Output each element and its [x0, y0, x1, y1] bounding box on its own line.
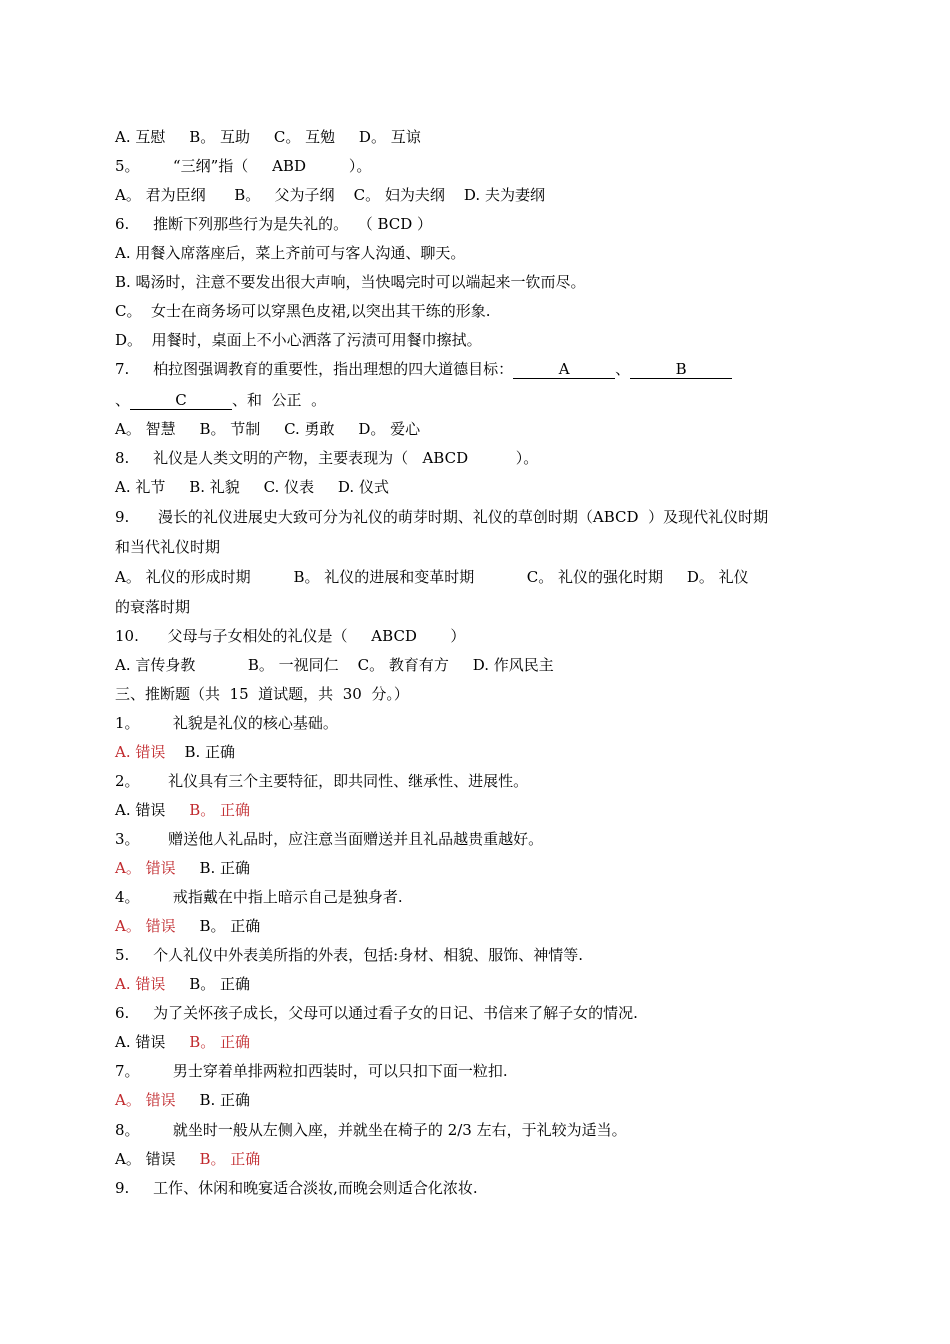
q7-prefix: 、	[115, 391, 131, 409]
tf1-question: 1。 礼貌是礼仪的核心基础。	[115, 714, 338, 732]
tf7-answer-a: A。 错误	[115, 1091, 176, 1109]
tf2-options	[115, 800, 250, 820]
tf5-options	[115, 974, 250, 994]
q9-question-cont: 和当代礼仪时期	[115, 538, 221, 556]
tf6-answer-b: B。 正确	[189, 1033, 251, 1051]
tf1-options	[115, 742, 235, 762]
tf1-answer-a: A. 错误	[115, 743, 166, 761]
tf7-question: 7。 男士穿着单排两粒扣西装时，可以只扣下面一粒扣.	[115, 1062, 508, 1080]
q10-question: 10. 父母与子女相处的礼仪是（ ABCD ）	[115, 627, 466, 645]
tf4-answer-a: A。 错误	[115, 917, 176, 935]
tf6-option-a: A. 错误	[115, 1033, 190, 1051]
tf5-question: 5. 个人礼仪中外表美所指的外表，包括:身材、相貌、服饰、神情等.	[115, 946, 583, 964]
q5-question: 5。 “三纲”指（ ABD ）。	[115, 157, 372, 175]
q7-options: A。 智慧 B。 节制 C. 勇敢 D。 爱心	[115, 420, 421, 438]
tf8-options	[115, 1149, 260, 1169]
tf8-question: 8。 就坐时一般从左侧入座，并就坐在椅子的 2/3 左右，于礼较为适当。	[115, 1121, 627, 1139]
section-heading: 三、推断题（共 15 道试题，共 30 分。）	[115, 685, 409, 703]
tf3-question: 3。 赠送他人礼品时，应注意当面赠送并且礼品越贵重越好。	[115, 830, 544, 848]
q7-suffix: 、和 公正 。	[232, 391, 327, 409]
q6-option-b: B. 喝汤时，注意不要发出很大声响，当快喝完时可以端起来一钦而尽。	[115, 273, 586, 291]
tf9-question: 9. 工作、休闲和晚宴适合淡妆,而晚会则适合化浓妆.	[115, 1179, 478, 1197]
tf5-option-b: B。 正确	[165, 975, 251, 993]
q7-text: 7. 柏拉图强调教育的重要性，指出理想的四大道德目标：	[115, 360, 514, 378]
q8-options: A. 礼节 B. 礼貌 C. 仪表 D. 仪式	[115, 478, 389, 496]
q7-separator: 、	[615, 360, 631, 378]
q9-options-cont: 的衰落时期	[115, 598, 191, 616]
q9-options: A。 礼仪的形成时期 B。 礼仪的进展和变革时期 C。 礼仪的强化时期 D。 礼仪	[115, 568, 749, 586]
tf8-answer-b: B。 正确	[199, 1150, 261, 1168]
tf2-answer-b: B。 正确	[189, 801, 251, 819]
tf8-option-a: A。 错误	[115, 1150, 200, 1168]
tf3-answer-a: A。 错误	[115, 859, 176, 877]
q6-option-c: C。 女士在商务场可以穿黑色皮裙,以突出其干练的形象.	[115, 302, 491, 320]
q7-blank-c: C	[130, 392, 232, 410]
tf6-question: 6. 为了关怀孩子成长，父母可以通过看子女的日记、书信来了解子女的情况.	[115, 1004, 638, 1022]
q7-question	[115, 359, 732, 379]
tf5-answer-a: A. 错误	[115, 975, 166, 993]
tf3-option-b: B. 正确	[175, 859, 251, 877]
tf4-options	[115, 916, 260, 936]
q7-continued	[115, 390, 326, 410]
q8-question: 8. 礼仪是人类文明的产物，主要表现为（ ABCD ）。	[115, 449, 539, 467]
tf4-option-b: B。 正确	[175, 917, 261, 935]
tf7-options	[115, 1090, 250, 1110]
q4-options: A. 互慰 B。 互助 C。 互勉 D。 互谅	[115, 128, 421, 146]
q10-options: A. 言传身教 B。 一视同仁 C。 教育有方 D. 作风民主	[115, 656, 554, 674]
q6-option-a: A. 用餐入席落座后，菜上齐前可与客人沟通、聊天。	[115, 244, 466, 262]
q6-question: 6. 推断下列那些行为是失礼的。 （ BCD ）	[115, 215, 433, 233]
tf2-option-a: A. 错误	[115, 801, 190, 819]
q5-options: A。 君为臣纲 B。 父为子纲 C。 妇为夫纲 D. 夫为妻纲	[115, 186, 545, 204]
q7-blank-b: B	[630, 361, 732, 379]
tf2-question: 2。 礼仪具有三个主要特征，即共同性、继承性、进展性。	[115, 772, 529, 790]
q7-blank-a: A	[513, 361, 615, 379]
tf7-option-b: B. 正确	[175, 1091, 251, 1109]
tf4-question: 4。 戒指戴在中指上暗示自己是独身者.	[115, 888, 403, 906]
tf1-option-b: B. 正确	[165, 743, 236, 761]
q6-option-d: D。 用餐时，桌面上不小心洒落了污渍可用餐巾擦拭。	[115, 331, 482, 349]
tf6-options	[115, 1032, 250, 1052]
q9-question: 9. 漫长的礼仪进展史大致可分为礼仪的萌芽时期、礼仪的草创时期（ABCD ）及现代礼仪时期	[115, 508, 769, 526]
tf3-options	[115, 858, 250, 878]
